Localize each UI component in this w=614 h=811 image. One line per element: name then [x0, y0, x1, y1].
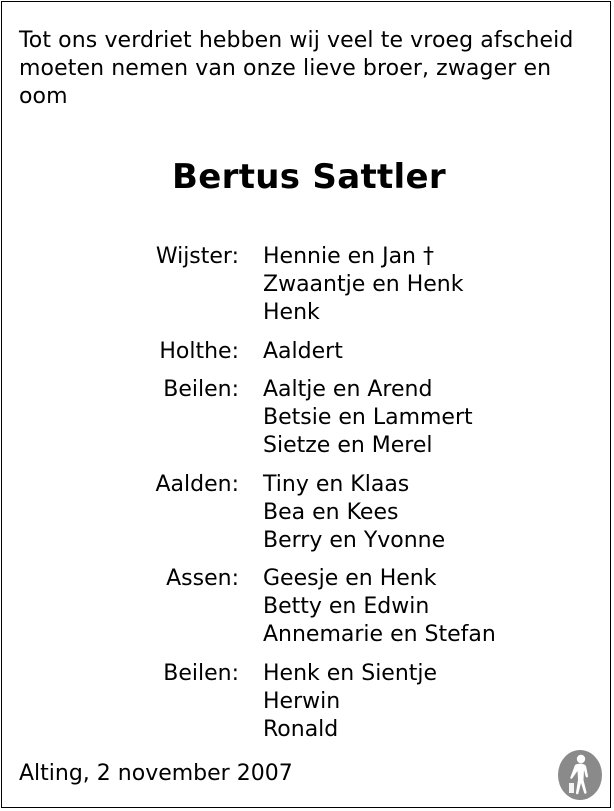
deceased-name: Bertus Sattler	[172, 157, 446, 197]
notice-frame	[1, 1, 611, 808]
memorial-figure-icon	[557, 749, 603, 801]
family-member: Betty en Edwin	[263, 594, 430, 619]
family-group	[2, 376, 614, 460]
family-group	[2, 338, 614, 366]
family-member: Herwin	[263, 688, 341, 714]
family-group	[2, 471, 614, 555]
family-member: Tiny en Klaas	[263, 471, 410, 497]
family-group	[2, 660, 614, 744]
family-member: Annemarie en Stefan	[263, 622, 496, 647]
family-place: Beilen:	[163, 660, 239, 686]
family-member: Henk en Sientje	[263, 660, 438, 686]
family-group	[2, 243, 614, 327]
family-member: Henk	[263, 300, 320, 325]
family-member: Bea en Kees	[263, 499, 399, 525]
family-member: Berry en Yvonne	[263, 527, 446, 553]
family-members	[263, 338, 343, 366]
family-members	[263, 376, 473, 460]
family-place: Beilen:	[163, 377, 239, 402]
intro-text	[19, 27, 599, 111]
place-date: Alting, 2 november 2007	[19, 761, 293, 786]
family-member: Zwaantje en Henk	[263, 272, 464, 297]
family-members	[263, 660, 437, 744]
family-member: Ronald	[263, 716, 339, 742]
family-place: Wijster:	[155, 244, 239, 269]
family-place: Holthe:	[159, 338, 239, 364]
family-list	[2, 243, 614, 754]
family-place: Aalden:	[155, 471, 239, 497]
family-member: Sietze en Merel	[263, 433, 433, 458]
family-member: Aaltje en Arend	[263, 377, 433, 402]
family-member: Betsie en Lammert	[263, 405, 473, 430]
family-member: Geesje en Henk	[263, 566, 437, 591]
intro-line: Tot ons verdriet hebben wij veel te vroeg afscheid	[19, 28, 574, 53]
family-members	[263, 471, 445, 555]
intro-line: oom	[19, 84, 68, 109]
intro-line: moeten nemen van onze lieve broer, zwager en	[19, 56, 552, 81]
family-members	[263, 243, 463, 327]
family-group	[2, 565, 614, 649]
family-members	[263, 565, 496, 649]
family-member: Aaldert	[263, 338, 343, 364]
family-member: Hennie en Jan †	[263, 244, 434, 269]
family-place: Assen:	[166, 566, 239, 591]
